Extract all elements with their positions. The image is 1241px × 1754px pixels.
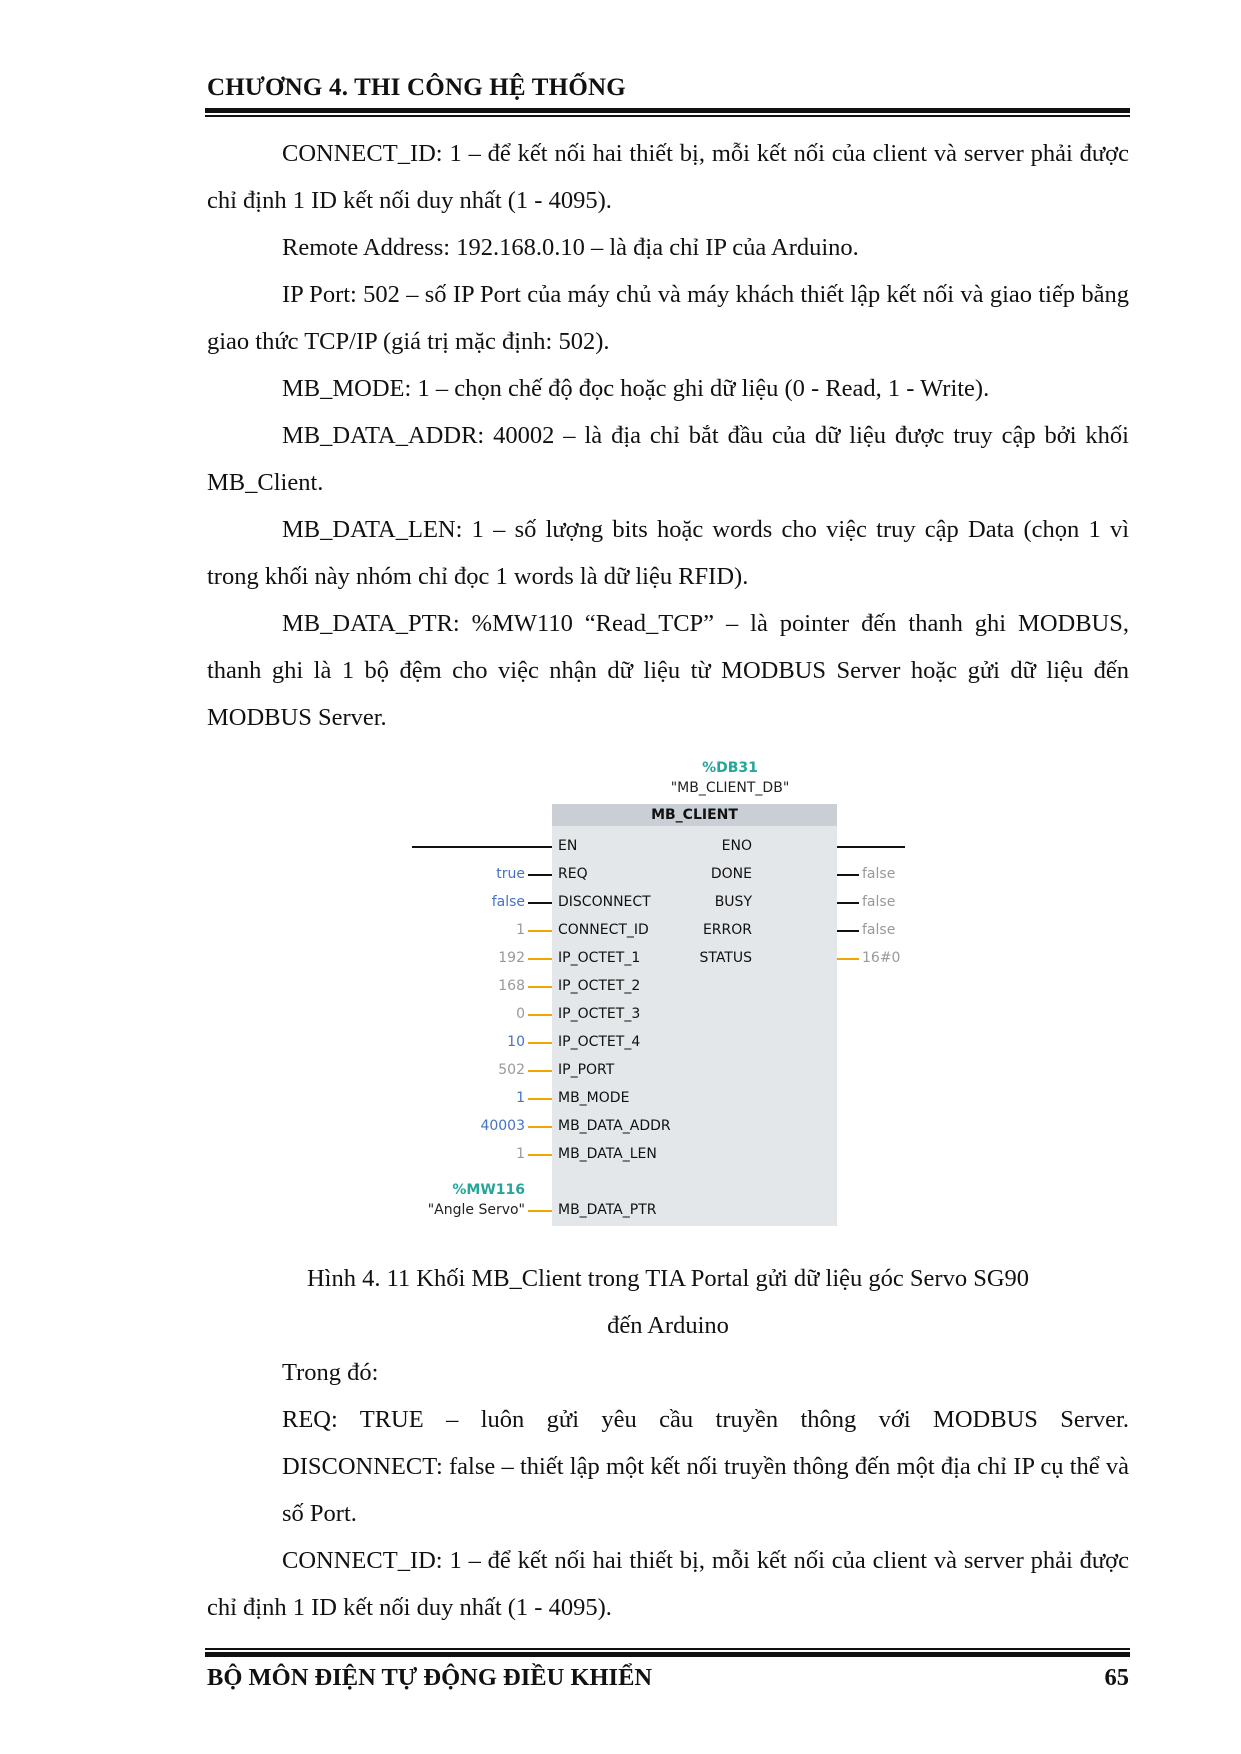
pin-error: ERROR [702,922,752,938]
paragraph-mb-data-len: MB_DATA_LEN: 1 – số lượng bits hoặc words cho việc truy cập Data (chọn 1 vì trong khối này nhóm chỉ đọc 1 words là dữ liệu RFID). [207,516,1129,590]
ip-octet-4-wire [528,1042,552,1044]
pin-ip-octet-4: IP_OCTET_4 [558,1034,641,1050]
req-wire [528,874,552,876]
pin-done: DONE [710,866,752,882]
header-rule [205,108,1130,113]
db-name: %DB31 [702,760,758,776]
pin-status: STATUS [699,950,752,966]
paragraph-ip-port: IP Port: 502 – số IP Port của máy chủ và máy khách thiết lập kết nối và giao tiếp bằng giao thức TCP/IP (giá trị mặc định: 502). [207,281,1129,355]
pin-disconnect: DISCONNECT [558,894,651,910]
error-wire [837,930,859,932]
value-mb-data-addr: 40003 [480,1118,525,1134]
pin-ip-octet-1: IP_OCTET_1 [558,950,641,966]
block-title: MB_CLIENT [552,804,837,826]
db-label: "MB_CLIENT_DB" [670,780,790,796]
figure-caption-line-2: đến Arduino [607,1312,729,1339]
busy-wire [837,902,859,904]
value-connect-id: 1 [516,922,525,938]
mb-client-figure [400,760,920,1240]
mb-mode-wire [528,1098,552,1100]
connect-id-wire [528,930,552,932]
pin-mb-mode: MB_MODE [558,1090,630,1106]
pin-ip-octet-2: IP_OCTET_2 [558,978,641,994]
value-status: 16#0 [862,950,901,966]
footer-rule [205,1652,1130,1657]
paragraph-req: REQ: TRUE – luôn gửi yêu cầu truyền thông với MODBUS Server. [282,1406,1129,1433]
value-ip-octet-3: 0 [516,1006,525,1022]
en-wire [412,846,552,848]
paragraph-remote-address: Remote Address: 192.168.0.10 – là địa chỉ IP của Arduino. [282,234,859,261]
pin-ip-octet-3: IP_OCTET_3 [558,1006,641,1022]
mb-data-ptr-wire [528,1210,552,1212]
value-error: false [862,922,896,938]
disconnect-wire [528,902,552,904]
ip-octet-1-wire [528,958,552,960]
pin-req: REQ [558,866,588,882]
ip-port-wire [528,1070,552,1072]
ptr-tag: %MW116 [452,1182,525,1198]
pin-busy: BUSY [714,894,752,910]
page-number: 65 [1104,1664,1129,1691]
figure-caption-line-1: Hình 4. 11 Khối MB_Client trong TIA Portal gửi dữ liệu góc Servo SG90 [306,1265,1030,1292]
pin-en: EN [558,838,578,854]
value-ip-port: 502 [498,1062,525,1078]
mb-data-len-wire [528,1154,552,1156]
paragraph-mb-data-ptr: MB_DATA_PTR: %MW110 “Read_TCP” – là pointer đến thanh ghi MODBUS, thanh ghi là 1 bộ đệm cho việc nhận dữ liệu từ MODBUS Server hoặc gửi dữ liệu đến MODBUS Server. [207,610,1129,731]
paragraph-connect-id: CONNECT_ID: 1 – để kết nối hai thiết bị, mỗi kết nối của client và server phải được chỉ định 1 ID kết nối duy nhất (1 - 4095). [207,140,1129,214]
paragraph-mb-mode: MB_MODE: 1 – chọn chế độ đọc hoặc ghi dữ liệu (0 - Read, 1 - Write). [282,375,990,402]
footer-department: BỘ MÔN ĐIỆN TỰ ĐỘNG ĐIỀU KHIỂN [207,1664,653,1691]
value-mb-data-len: 1 [516,1146,525,1162]
ptr-label: "Angle Servo" [427,1202,525,1218]
pin-mb-data-ptr: MB_DATA_PTR [558,1202,657,1218]
value-mb-mode: 1 [516,1090,525,1106]
status-wire [837,958,859,960]
value-ip-octet-2: 168 [498,978,525,994]
done-wire [837,874,859,876]
header-rule-thin [205,115,1130,117]
value-busy: false [862,894,896,910]
value-done: false [862,866,896,882]
paragraph-mb-data-addr: MB_DATA_ADDR: 40002 – là địa chỉ bắt đầu của dữ liệu được truy cập bởi khối MB_Client. [207,422,1129,496]
chapter-header: CHƯƠNG 4. THI CÔNG HỆ THỐNG [207,74,626,101]
pin-mb-data-addr: MB_DATA_ADDR [558,1118,671,1134]
value-disconnect: false [491,894,525,910]
mb-data-addr-wire [528,1126,552,1128]
eno-wire [837,846,905,848]
paragraph-disconnect: DISCONNECT: false – thiết lập một kết nối truyền thông đến một địa chỉ IP cụ thể và số Port. [282,1453,1129,1527]
footer-rule-thin [205,1648,1130,1650]
value-ip-octet-1: 192 [498,950,525,966]
paragraph-connect-id-2: CONNECT_ID: 1 – để kết nối hai thiết bị, mỗi kết nối của client và server phải được chỉ định 1 ID kết nối duy nhất (1 - 4095). [207,1547,1129,1621]
pin-ip-port: IP_PORT [558,1062,615,1078]
paragraph-trong-do: Trong đó: [282,1359,379,1386]
ip-octet-2-wire [528,986,552,988]
value-ip-octet-4: 10 [507,1034,525,1050]
value-req: true [496,866,525,882]
pin-connect-id: CONNECT_ID [558,922,649,938]
pin-mb-data-len: MB_DATA_LEN [558,1146,657,1162]
pin-eno: ENO [721,838,752,854]
ip-octet-3-wire [528,1014,552,1016]
